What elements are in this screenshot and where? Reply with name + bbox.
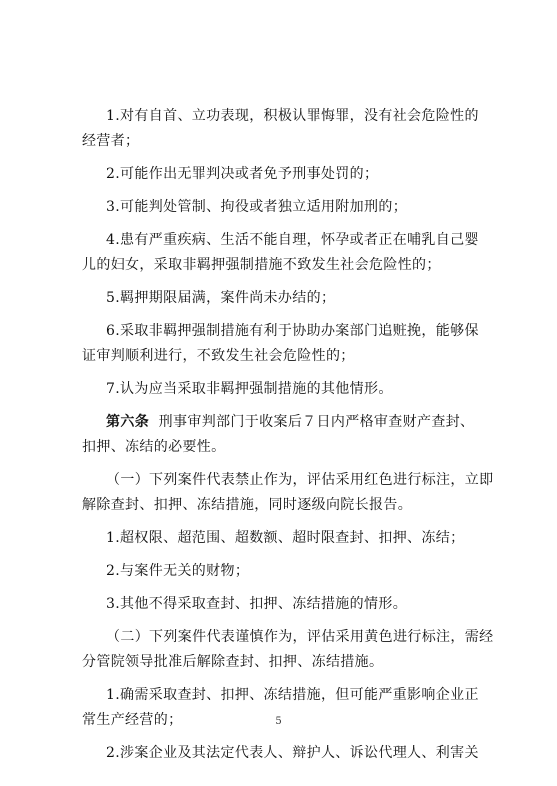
text-line: 7.认为应当采取非羁押强制措施的其他情形。 — [106, 381, 393, 397]
text-line: 分管院领导批准后解除查封、扣押、冻结措施。 — [82, 654, 384, 670]
text-line: 2.涉案企业及其法定代表人、辩护人、诉讼代理人、利害关 — [106, 745, 479, 761]
text-line: 5.羁押期限届满，案件尚未办结的； — [106, 290, 336, 306]
text-line: 2.与案件无关的财物； — [106, 563, 250, 579]
text-line: 经营者； — [82, 133, 140, 149]
text-line: 1.超权限、超范围、超数额、超时限查封、扣押、冻结； — [106, 530, 465, 546]
text-line: 常生产经营的； — [82, 712, 183, 728]
article-heading: 第六条 — [106, 414, 150, 430]
text-line: 6.采取非羁押强制措施有利于协助办案部门追赃挽，能够保 — [106, 323, 479, 339]
article-text: 刑事审判部门于收案后７日内严格审查财产查封、 — [158, 414, 475, 430]
text-line: 2.可能作出无罪判决或者免予刑事处罚的； — [106, 166, 379, 182]
text-line: 扣押、冻结的必要性。 — [82, 439, 226, 455]
article-text — [149, 414, 159, 430]
text-line: 解除查封、扣押、冻结措施，同时逐级向院长报告。 — [82, 497, 413, 513]
document-body — [82, 104, 494, 766]
text-line: （二）下列案件代表谨慎作为，评估采用黄色进行标注，需经 — [106, 629, 494, 645]
article-line — [82, 410, 490, 435]
text-line: 3.可能判处管制、拘役或者独立适用附加刑的； — [106, 199, 408, 215]
text-line: 儿的妇女，采取非羁押强制措施不致发生社会危险性的； — [82, 257, 441, 273]
text-line: 4.患有严重疾病、生活不能自理，怀孕或者正在哺乳自己婴 — [106, 232, 479, 248]
text-line: 1.确需采取查封、扣押、冻结措施，但可能严重影响企业正 — [106, 687, 479, 703]
text-line: 证审判顺利进行，不致发生社会危险性的； — [82, 348, 355, 364]
text-line: 1.对有自首、立功表现，积极认罪悔罪，没有社会危险性的 — [106, 108, 479, 124]
text-line: （一）下列案件代表禁止作为，评估采用红色进行标注，立即 — [106, 472, 494, 488]
page-number: 5 — [275, 716, 282, 727]
text-line: 3.其他不得采取查封、扣押、冻结措施的情形。 — [106, 596, 408, 612]
